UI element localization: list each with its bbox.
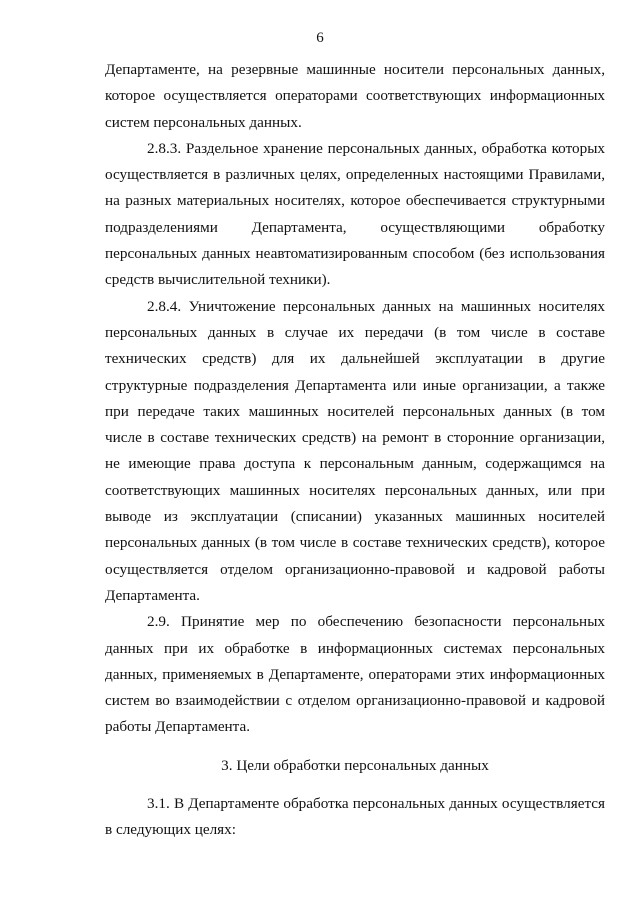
paragraph-continuation: Департаменте, на резервные машинные носители персональных данных, которое осуществляется операторами соответствующих информационных систем персональных данных. <box>105 61 605 131</box>
document-body <box>105 57 605 844</box>
paragraph-3-1: 3.1. В Департаменте обработка персональных данных осуществляется в следующих целях: <box>105 795 605 839</box>
paragraph-2-9: 2.9. Принятие мер по обеспечению безопасности персональных данных при их обработке в информационных системах персональных данных, применяемых в Департаменте, операторами этих информационных систем во взаимодействии с отделом организационно-правовой и кадровой работы Департамента. <box>105 613 605 736</box>
section-title: 3. Цели обработки персональных данных <box>221 756 489 774</box>
paragraph-2-8-4: 2.8.4. Уничтожение персональных данных на машинных носителях персональных данных в случае их передачи (в том числе в составе технических средств) для их дальнейшей эксплуатации в другие структурные подразделения Департамента или иные организации, а также при передаче таких машинных носителей персональных данных (в том числе в составе технических средств) на ремонт в сторонние организации, не имеющие права доступа к персональным данным, содержащимся на соответствующих машинных носителях персональных данных, или при выводе из эксплуатации (списании) указанных машинных носителей персональных данных (в том числе в составе технических средств), которое осуществляется отделом организационно-правовой и кадровой работы Департамента. <box>105 297 605 604</box>
page-number: 6 <box>316 30 324 46</box>
paragraph-2-8-3: 2.8.3. Раздельное хранение персональных данных, обработка которых осуществляется в различных целях, определенных настоящими Правилами, на разных материальных носителях, которое обеспечивается структурными подразделениями Департамента, осуществляющими обработку персональных данных неавтоматизированным способом (без использования средств вычислительной техники). <box>105 139 605 289</box>
